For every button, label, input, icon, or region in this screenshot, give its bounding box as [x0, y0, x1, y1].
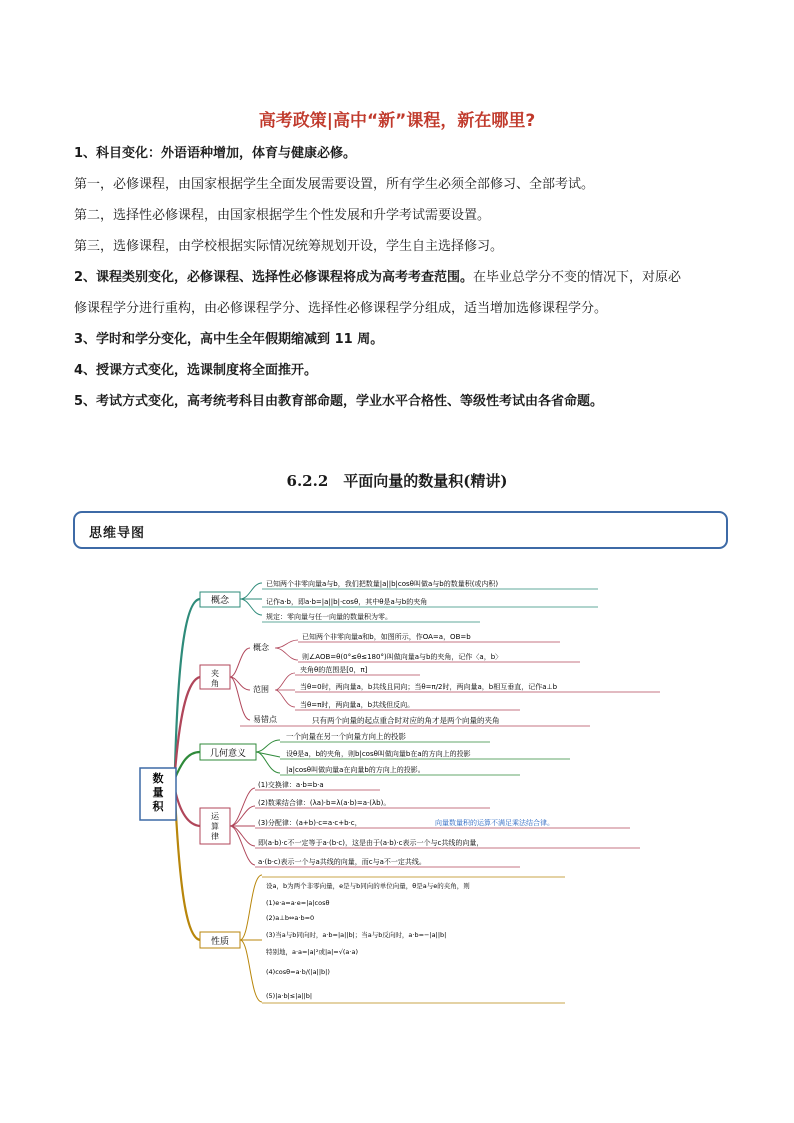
laws-line-3: (3)分配律：(a+b)·c=a·c+b·c，: [258, 819, 362, 827]
root-char-3: 积: [152, 800, 164, 813]
branch-geometry-curve: [175, 752, 200, 778]
concept-label: 概念: [210, 596, 230, 606]
geometry-line-2: 设θ是a，b的夹角，则b|cosθ叫做向量b在a的方向上的投影: [286, 750, 471, 758]
root-char-2: 量: [152, 786, 164, 799]
policy-point-2-bold: 2、课程类别变化，必修课程、选择性必修课程将成为高考考查范围。: [74, 270, 474, 285]
policy-paragraph-first: 第一，必修课程，由国家根据学生全面发展需要设置，所有学生必须全部修习、全部考试。: [74, 177, 595, 192]
angle-error-line: 只有两个向量的起点重合时对应的角才是两个向量的夹角: [312, 716, 500, 725]
laws-line-1: (1)交换律：a·b=b·a: [258, 781, 324, 789]
policy-paragraph-third: 第三，选修课程，由学校根据实际情况统筹规划开设，学生自主选择修习。: [74, 239, 504, 254]
props-line-4: (3)当a与b同向时，a·b=|a||b|；当a与b反向时，a·b=−|a||b|: [266, 931, 447, 939]
props-line-5: 特别地，a·a=|a|²或|a|=√(a·a): [266, 948, 359, 956]
laws-note: 向量数量积的运算不满足乘法结合律。: [435, 819, 554, 827]
laws-char-3: 律: [211, 832, 219, 841]
angle-range-line-1: 夹角θ的范围是[0，π]: [300, 666, 368, 674]
angle-range-line-3: 当θ=π时，两向量a，b共线但反向。: [300, 701, 415, 709]
angle-sub-range: 范围: [253, 685, 269, 694]
concept-line-1: 已知两个非零向量a与b，我们把数量|a||b|cosθ叫做a与b的数量积(或内积): [266, 580, 499, 588]
branch-laws-curve: [175, 790, 200, 826]
geometry-line-1: 一个向量在另一个向量方向上的投影: [286, 732, 406, 741]
policy-point-1: 1、科目变化：外语语种增加，体育与健康必修。: [74, 146, 357, 161]
laws-char-2: 算: [211, 822, 219, 831]
laws-line-5: a·(b·c)表示一个与a共线的向量，而c与a不一定共线。: [258, 858, 426, 866]
policy-title: 高考政策|高中“新”课程，新在哪里?: [258, 111, 536, 131]
policy-point-2-line2: 修课程学分进行重构，由必修课程学分、选择性必修课程学分组成，适当增加选修课程学分。: [74, 301, 608, 316]
props-label: 性质: [210, 937, 230, 947]
concept-line-3: 规定：零向量与任一向量的数量积为零。: [266, 613, 392, 621]
policy-point-4: 4、授课方式变化，选课制度将全面推开。: [74, 363, 318, 378]
concept-line-2: 记作a·b，即a·b=|a||b|·cosθ，其中θ是a与b的夹角: [266, 598, 428, 606]
mindmap-header-label: 思维导图: [89, 526, 146, 541]
laws-line-2: (2)数乘结合律：(λa)·b=λ(a·b)=a·(λb)。: [258, 799, 391, 807]
props-line-1: 设a，b为两个非零向量，e是与b同向的单位向量，θ是a与e的夹角，则: [266, 882, 470, 890]
props-line-6: (4)cosθ=a·b/(|a||b|): [266, 968, 330, 976]
policy-point-2-rest: 在毕业总学分不变的情况下，对原必: [473, 270, 682, 285]
angle-concept-line-2: 则∠AOB=θ(0°≤θ≤180°)叫做向量a与b的夹角，记作〈a，b〉: [302, 653, 503, 661]
angle-concept-line-1: 已知两个非零向量a和b，如图所示，作OA=a，OB=b: [302, 633, 471, 641]
laws-line-4: 即(a·b)·c不一定等于a·(b·c)，这是由于(a·b)·c表示一个与c共线的向量，: [258, 839, 484, 847]
geometry-label: 几何意义: [209, 749, 247, 759]
policy-point-5: 5、考试方式变化，高考统考科目由教育部命题，学业水平合格性、等级性考试由各省命题。: [74, 394, 604, 409]
root-char-1: 数: [152, 772, 164, 785]
props-line-7: (5)|a·b|≤|a||b|: [266, 992, 313, 1000]
section-title: 6.2.2 平面向量的数量积(精讲): [286, 472, 508, 490]
props-line-3: (2)a⊥b⇔a·b=0: [266, 914, 315, 922]
policy-paragraph-second: 第二，选择性必修课程，由国家根据学生个性发展和升学考试需要设置。: [74, 208, 491, 223]
angle-label-char-1: 夹: [211, 669, 219, 678]
branch-props-curve: [175, 795, 200, 940]
policy-point-3: 3、学时和学分变化，高中生全年假期缩减到 11 周。: [74, 332, 384, 347]
geometry-line-3: |a|cosθ叫做向量a在向量b的方向上的投影。: [286, 766, 425, 774]
angle-sub-concept: 概念: [253, 643, 269, 652]
laws-char-1: 运: [211, 812, 219, 821]
angle-range-line-2: 当θ=0时，两向量a，b共线且同向；当θ=π/2时，两向量a，b相互垂直，记作a⊥b: [300, 683, 558, 691]
angle-sub-error: 易错点: [253, 715, 277, 724]
angle-label-char-2: 角: [211, 679, 219, 688]
props-line-2: (1)e·a=a·e=|a|cosθ: [266, 899, 330, 907]
